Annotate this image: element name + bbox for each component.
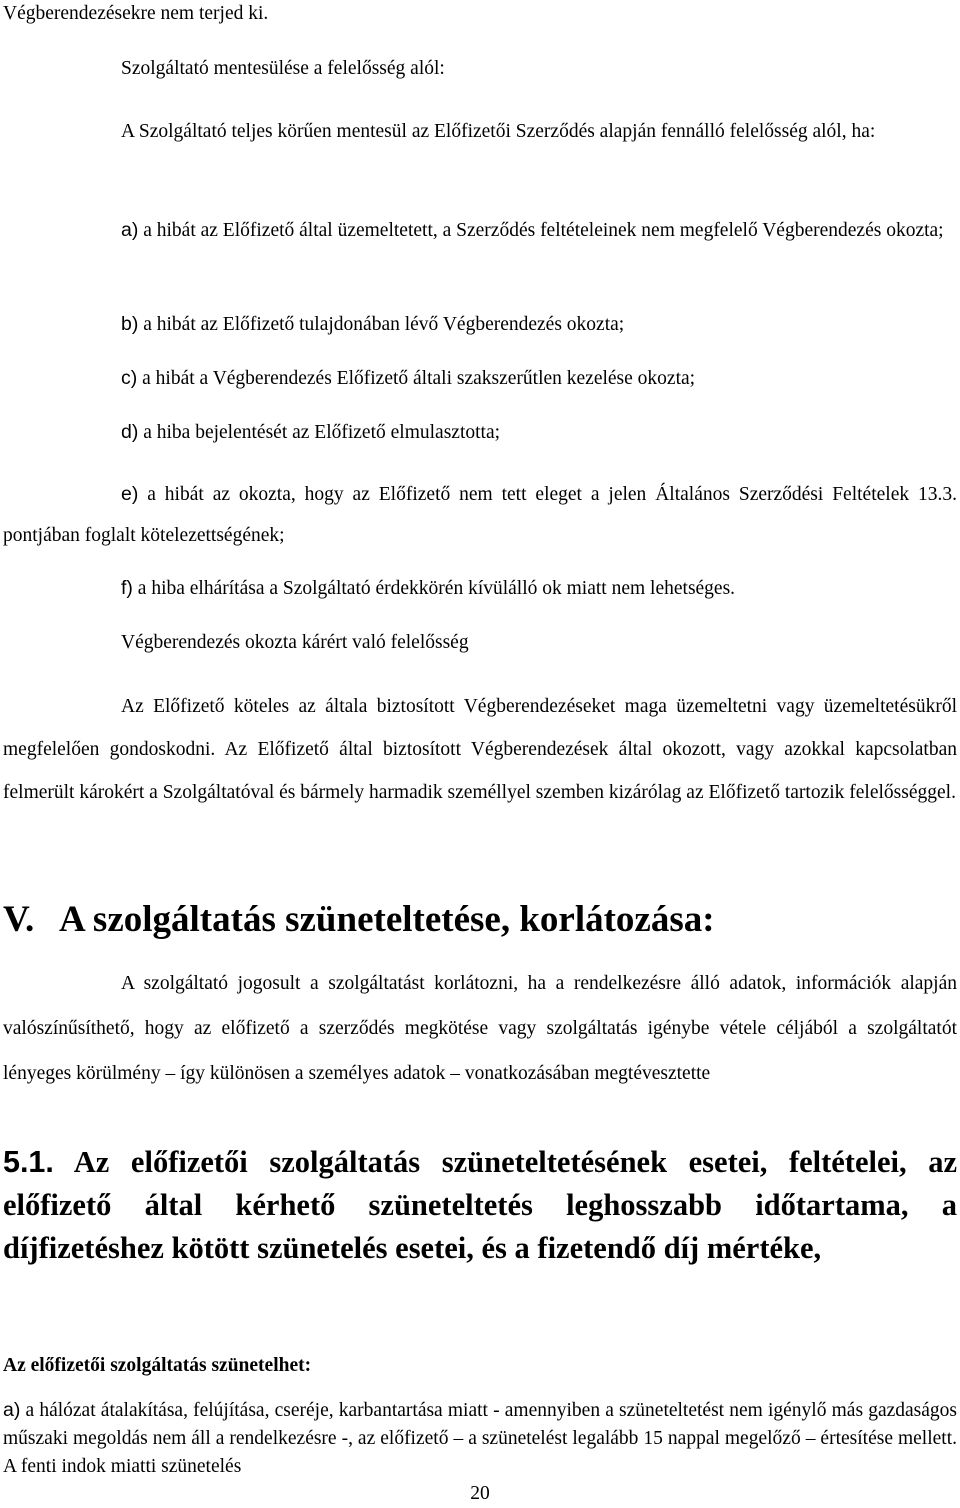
- exemption-item-f: [3, 574, 957, 603]
- item-letter: f): [121, 577, 133, 599]
- item-text: a hibát az okozta, hogy az Előfizető nem tett eleget a jelen Általános Szerződési Feltételek 13.3. pontjában foglalt kötelezettségének;: [3, 484, 957, 546]
- exemption-item-e: [3, 474, 957, 556]
- item-letter: e): [121, 483, 139, 505]
- chapter-text: A szolgáltató jogosult a szolgáltatást korlátozni, ha a rendelkezésre álló adatok, információk alapján valószínűsíthető, hogy az előfizető a szerződés megkötése vagy szolgáltatás igénybe vétele céljából a szolgáltatót lényeges körülmény – így különösen a személyes adatok – vonatkozásában megtévesztette: [3, 973, 957, 1084]
- item-text: a hibát az Előfizető tulajdonában lévő Végberendezés okozta;: [143, 314, 625, 335]
- liability-text: Az Előfizető köteles az általa biztosított Végberendezéseket maga üzemeltetni vagy üzemeltetésükről megfelelően gondoskodni. Az Előfizető által biztosított Végberendezések által okozott, vagy azokkal kapcsolatban felmerült károkért a Szolgáltatóval és bármely harmadik személlyel szemben kizárólag az Előfizető tartozik felelősséggel.: [3, 696, 957, 803]
- section-number: 5.1.: [3, 1145, 54, 1179]
- section-title: Az előfizetői szolgáltatás szüneteltetésének esetei, feltételei, az előfizető által kérhető szüneteltetés leghosszabb időtartama, a díjfizetéshez kötött szünetelés esetei, és a fizetendő díj mértéke,: [3, 1145, 957, 1265]
- exemption-heading: Szolgáltató mentesülése a felelősség alól:: [121, 58, 445, 79]
- chapter-heading: [3, 898, 957, 942]
- item-text: a hiba bejelentését az Előfizető elmulasztotta;: [143, 422, 501, 443]
- exemption-intro: A Szolgáltató teljes körűen mentesül az Előfizetői Szerződés alapján fennálló felelősség alól, ha:: [121, 121, 876, 142]
- item-text: a hálózat átalakítása, felújítása, cseréje, karbantartása miatt - amennyiben a szüneteltetést nem igénylő más gazdaságos műszaki megoldás nem áll a rendelkezésre -, az előfizető – a szünetelést legalább 15 nappal megelőző – értesítése mellett. A fenti indok miatti szünetelés: [3, 1400, 958, 1477]
- exemption-item-a: [3, 209, 957, 252]
- exemption-item-b: [3, 310, 957, 339]
- chapter-title: A szolgáltatás szüneteltetése, korlátozása:: [59, 899, 715, 940]
- exemption-item-d: [3, 418, 957, 447]
- item-text: a hiba elhárítása a Szolgáltató érdekkörén kívülálló ok miatt nem lehetséges.: [137, 578, 736, 599]
- chapter-number: V.: [3, 899, 35, 940]
- liability-heading: Végberendezés okozta kárért való felelősség: [121, 632, 469, 653]
- item-letter: a): [121, 219, 139, 241]
- section-heading: [3, 1141, 957, 1270]
- page-number: 20: [470, 1483, 490, 1504]
- item-text: a hibát az Előfizető által üzemeltetett, a Szerződés feltételeinek nem megfelelő Végberendezés okozta;: [143, 220, 944, 241]
- item-letter: d): [121, 421, 139, 443]
- top-fragment: Végberendezésekre nem terjed ki.: [3, 3, 269, 24]
- item-letter: b): [121, 313, 139, 335]
- item-letter: a): [3, 1399, 21, 1421]
- item-text: a hibát a Végberendezés Előfizető általi szakszerűtlen kezelése okozta;: [142, 368, 696, 389]
- suspension-item-a: [3, 1396, 957, 1481]
- item-letter: c): [121, 367, 138, 389]
- suspension-heading: Az előfizetői szolgáltatás szünetelhet:: [3, 1355, 312, 1376]
- exemption-item-c: [3, 364, 957, 393]
